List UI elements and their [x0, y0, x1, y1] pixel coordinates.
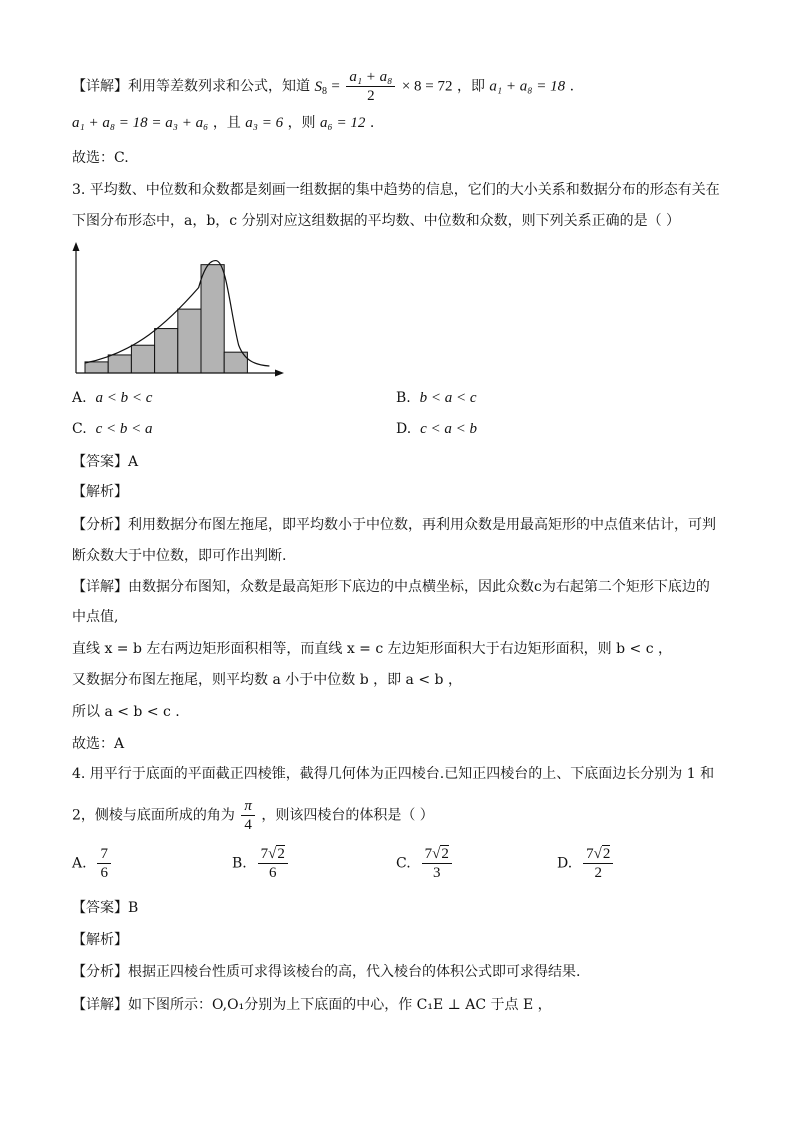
text: 【详解】利用等差数列求和公式，知道 — [72, 78, 310, 95]
q4-analysis-heading: 【解析】 — [72, 932, 128, 948]
distribution-histogram — [68, 240, 288, 380]
q3-answer: 【答案】A — [72, 454, 139, 470]
q3-conclusion: 故选：A — [72, 736, 125, 752]
q4-stem-line1: 4. 用平行于底面的平面截正四棱锥，截得几何体为正四棱台.已知正四棱台的上、下底面边长分别为 1 和 — [72, 766, 715, 782]
q4-option-a[interactable]: A. $\frac{7}{6}$ — [72, 845, 113, 882]
q3-detail-line3: 直线 x = b 左右两边矩形面积相等，而直线 x = c 左边矩形面积大于右边矩形面积，则 b < c ， — [72, 641, 672, 657]
q3-stem-line2: 下图分布形态中，a，b，c 分别对应这组数据的平均数、中位数和众数，则下列关系正确的是（ ） — [72, 213, 681, 229]
histogram-bar — [85, 362, 108, 373]
q3-option-d[interactable]: D. c < a < b — [396, 421, 477, 437]
q3-fenxi-line2: 断众数大于中位数，即可作出判断. — [72, 548, 287, 564]
formula: a₆ = 12 — [320, 115, 366, 131]
q3-option-b[interactable]: B. b < a < c — [396, 390, 477, 406]
sum-symbol: $S_8$ — [314, 78, 327, 97]
q3-detail-line1: 【详解】由数据分布图知，众数是最高矩形下底边的中点横坐标，因此众数c为右起第二个矩形下底边的 — [72, 579, 710, 595]
solution-line-2: a₁ + a₈ = 18 = a₃ + a₆ ，且 a₃ = 6 ，则 a₆ = 12 . — [72, 115, 375, 131]
fraction: $\frac{7√2}{6}$ — [258, 845, 288, 882]
q3-detail-line4: 又数据分布图左拖尾，则平均数 a 小于中位数 b ，即 a < b ， — [72, 672, 462, 688]
formula: a₁ + a₈ = 18 = a₃ + a₆ — [72, 115, 209, 131]
q4-option-b[interactable]: B. $\frac{7√2}{6}$ — [232, 845, 290, 882]
histogram-bar — [131, 345, 154, 373]
q3-option-c[interactable]: C. c < b < a — [72, 421, 153, 437]
q4-fenxi: 【分析】根据正四棱台性质可求得该棱台的高，代入棱台的体积公式即可求得结果. — [72, 964, 581, 980]
angle-fraction: $\frac{\pi}{4}$ — [241, 797, 255, 834]
q3-option-a[interactable]: A. a < b < c — [72, 390, 153, 406]
y-axis-arrow — [73, 242, 80, 251]
x-axis-arrow — [275, 370, 284, 377]
formula: a₁ + a₈ = 18 — [489, 78, 566, 95]
solution-line-1: 【详解】利用等差数列求和公式，知道 $S_8$ = $\frac{\text{a₁ + a₈}}{2}$ × 8 = 72 ，即 a₁ + a₈ = 18 . — [72, 69, 575, 104]
q4-stem-line2: 2，侧棱与底面所成的角为 $\frac{\pi}{4}$ ，则该四棱台的体积是（ ） — [72, 798, 434, 833]
conclusion-line: 故选：C. — [72, 150, 129, 166]
q4-option-c[interactable]: C. $\frac{7√2}{3}$ — [396, 845, 454, 882]
formula: a₃ = 6 — [245, 115, 284, 131]
fraction: $\frac{\text{a₁ + a₈}}{2}$ — [346, 68, 395, 105]
histogram-bar — [155, 329, 178, 373]
fraction: $\frac{7}{6}$ — [97, 845, 111, 882]
q3-detail-line5: 所以 a < b < c . — [72, 704, 180, 720]
formula-tail: × 8 = 72 — [401, 78, 453, 95]
fraction: $\frac{7√2}{3}$ — [422, 845, 452, 882]
q3-stem-line1: 3. 平均数、中位数和众数都是刻画一组数据的集中趋势的信息，它们的大小关系和数据分布的形态有关在 — [72, 182, 720, 198]
q3-fenxi-line1: 【分析】利用数据分布图左拖尾，即平均数小于中位数，再利用众数是用最高矩形的中点值来估计，可判 — [72, 517, 716, 533]
histogram-bar — [178, 309, 201, 373]
q4-option-d[interactable]: D. $\frac{7√2}{2}$ — [557, 845, 615, 882]
q3-detail-line2: 中点值, — [72, 609, 119, 625]
histogram-bar — [201, 265, 224, 373]
q4-answer: 【答案】B — [72, 900, 139, 916]
q3-analysis-heading: 【解析】 — [72, 484, 128, 500]
histogram-bar — [108, 355, 131, 373]
fraction: $\frac{7√2}{2}$ — [583, 845, 613, 882]
q4-detail: 【详解】如下图所示：O,O₁分别为上下底面的中心，作 C₁E ⊥ AC 于点 E ， — [72, 997, 552, 1013]
